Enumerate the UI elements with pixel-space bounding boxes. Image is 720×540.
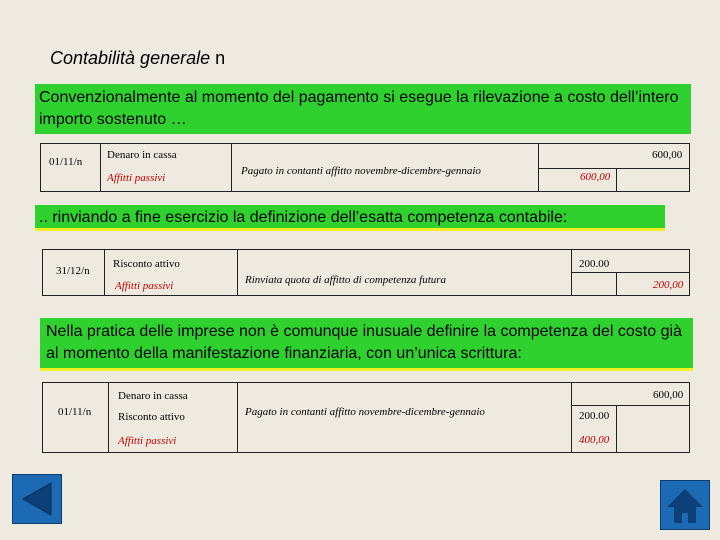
banner-intro-text: Convenzionalmente al momento del pagamento si esegue la rilevazione a costo dell’intero importo sostenuto … [39, 89, 679, 128]
prev-slide-button[interactable] [12, 474, 62, 524]
title-italic: Contabilità generale [50, 48, 211, 68]
entry1-description: Pagato in contanti affitto novembre-dicembre-gennaio [241, 165, 481, 177]
banner-intro [35, 84, 691, 134]
title-suffix: n [210, 48, 226, 68]
entry1-account-debit: Affitti passivi [107, 172, 166, 184]
banner-rinvio [35, 205, 665, 231]
entry3-amount-credit: 600,00 [653, 389, 684, 401]
home-icon [661, 481, 709, 529]
journal-entry-2 [42, 249, 690, 296]
entry1-account-credit: Denaro in cassa [107, 149, 177, 161]
triangle-left-icon [13, 475, 61, 523]
banner-pratica-text: Nella pratica delle imprese non è comunque inusuale definire la competenza del costo già al momento della manifestazione finanziaria, con un’unica scrittura: [46, 323, 682, 362]
banner-rinvio-text: .. rinviando a fine esercizio la definizione dell’esatta competenza contabile: [39, 209, 568, 226]
entry2-account-credit: Affitti passivi [115, 280, 174, 292]
journal-entry-3 [42, 382, 690, 453]
slide-title [50, 48, 225, 69]
entry1-amount-credit: 600,00 [652, 149, 683, 161]
entry1-amount-debit: 600,00 [580, 171, 611, 183]
entry1-date: 01/11/n [49, 156, 83, 168]
entry3-account-debit1: Risconto attivo [118, 411, 185, 423]
home-button[interactable] [660, 480, 710, 530]
journal-entry-1 [40, 143, 690, 192]
entry3-amount-debit2: 400,00 [579, 434, 610, 446]
entry2-description: Rinviata quota di affitto di competenza futura [245, 274, 447, 286]
entry3-account-debit2: Affitti passivi [118, 435, 177, 447]
entry2-amount-debit: 200.00 [579, 258, 610, 270]
entry2-date: 31/12/n [56, 265, 90, 277]
entry3-amount-debit1: 200.00 [579, 410, 610, 422]
entry3-date: 01/11/n [58, 406, 92, 418]
entry2-account-debit: Risconto attivo [113, 258, 180, 270]
banner-pratica [40, 318, 693, 371]
entry2-amount-credit: 200,00 [653, 279, 684, 291]
entry3-description: Pagato in contanti affitto novembre-dicembre-gennaio [245, 406, 485, 418]
entry3-account-credit: Denaro in cassa [118, 390, 188, 402]
